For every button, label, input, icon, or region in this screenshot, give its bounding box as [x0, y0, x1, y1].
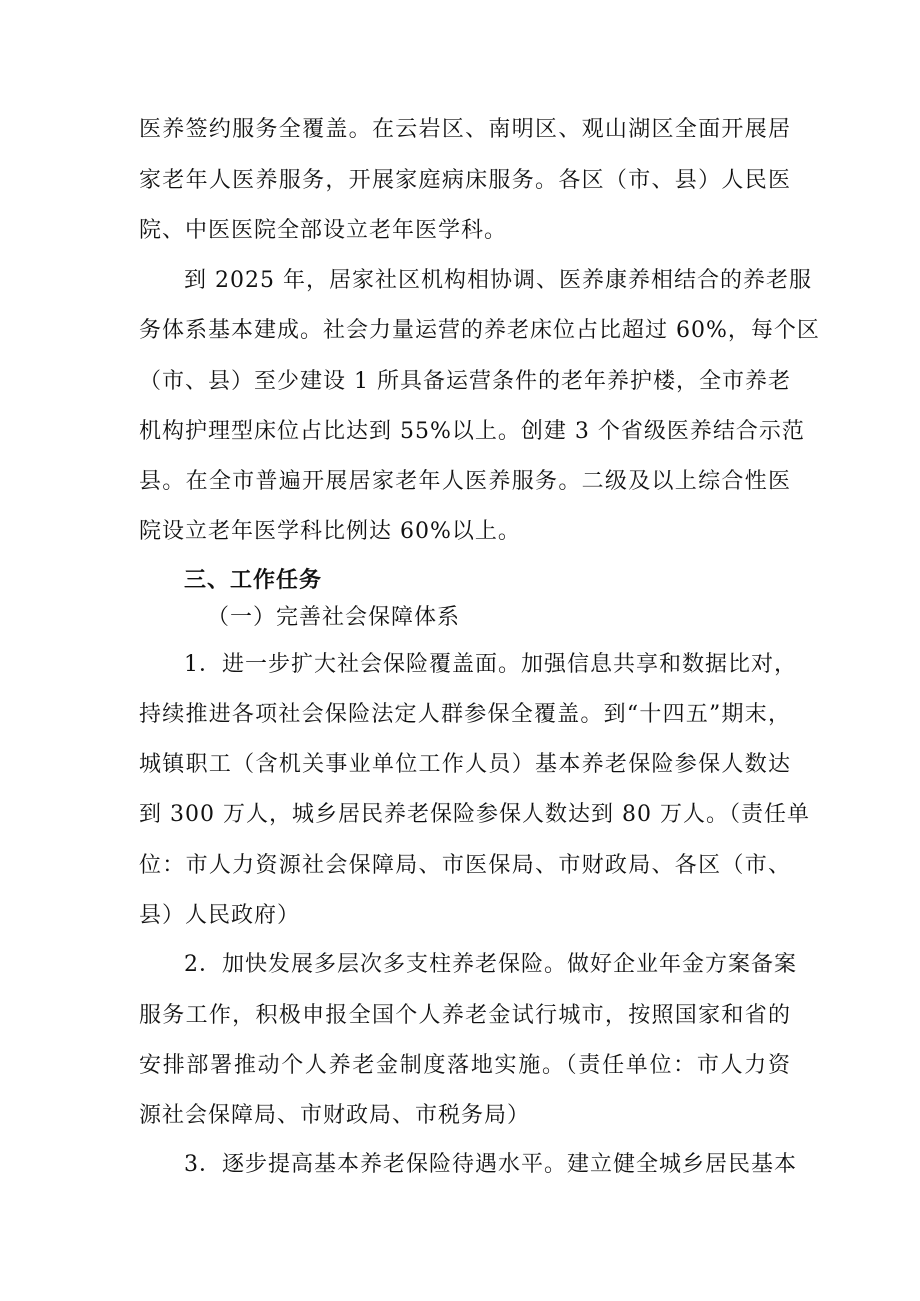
- item1-line-1: 1．进一步扩大社会保险覆盖面。加强信息共享和数据比对，: [184, 652, 797, 677]
- item2-line-3: 安排部署推动个人养老金制度落地实施。（责任单位：市人力资: [139, 1053, 791, 1078]
- para2-line-3: （市、县）至少建设 1 所具备运营条件的老年养护楼，全市养老: [139, 369, 791, 394]
- para1-line-2: 家老年人医养服务，开展家庭病床服务。各区（市、县）人民医: [139, 168, 791, 193]
- item1-line-2: 持续推进各项社会保险法定人群参保全覆盖。到“十四五”期末，: [139, 702, 791, 727]
- item2-line-4: 源社会保障局、市财政局、市税务局）: [139, 1103, 531, 1128]
- item1-line-5: 位：市人力资源社会保障局、市医保局、市财政局、各区（市、: [139, 853, 791, 878]
- para1-line-3: 院、中医医院全部设立老年医学科。: [139, 218, 508, 243]
- item1-line-6: 县）人民政府）: [139, 903, 301, 928]
- item1-line-3: 城镇职工（含机关事业单位工作人员）基本养老保险参保人数达: [139, 752, 791, 777]
- section-heading: 三、工作任务: [184, 568, 323, 593]
- para2-line-4: 机构护理型床位占比达到 55%以上。创建 3 个省级医养结合示范: [139, 419, 805, 444]
- item2-line-2: 服务工作，积极申报全国个人养老金试行城市，按照国家和省的: [139, 1003, 791, 1028]
- para2-line-2: 务体系基本建成。社会力量运营的养老床位占比超过 60%，每个区: [139, 318, 820, 343]
- para2-line-6: 院设立老年医学科比例达 60%以上。: [139, 519, 521, 544]
- para1-line-1: 医养签约服务全覆盖。在云岩区、南明区、观山湖区全面开展居: [139, 117, 791, 142]
- subsection-heading: （一）完善社会保障体系: [207, 605, 461, 630]
- para2-line-1: 到 2025 年，居家社区机构相协调、医养康养相结合的养老服: [184, 268, 812, 293]
- item1-line-4: 到 300 万人，城乡居民养老保险参保人数达到 80 万人。（责任单: [139, 802, 810, 827]
- item2-line-1: 2．加快发展多层次多支柱养老保险。做好企业年金方案备案: [184, 952, 797, 977]
- para2-line-5: 县。在全市普遍开展居家老年人医养服务。二级及以上综合性医: [139, 469, 791, 494]
- item3-line-1: 3．逐步提高基本养老保险待遇水平。建立健全城乡居民基本: [184, 1152, 797, 1177]
